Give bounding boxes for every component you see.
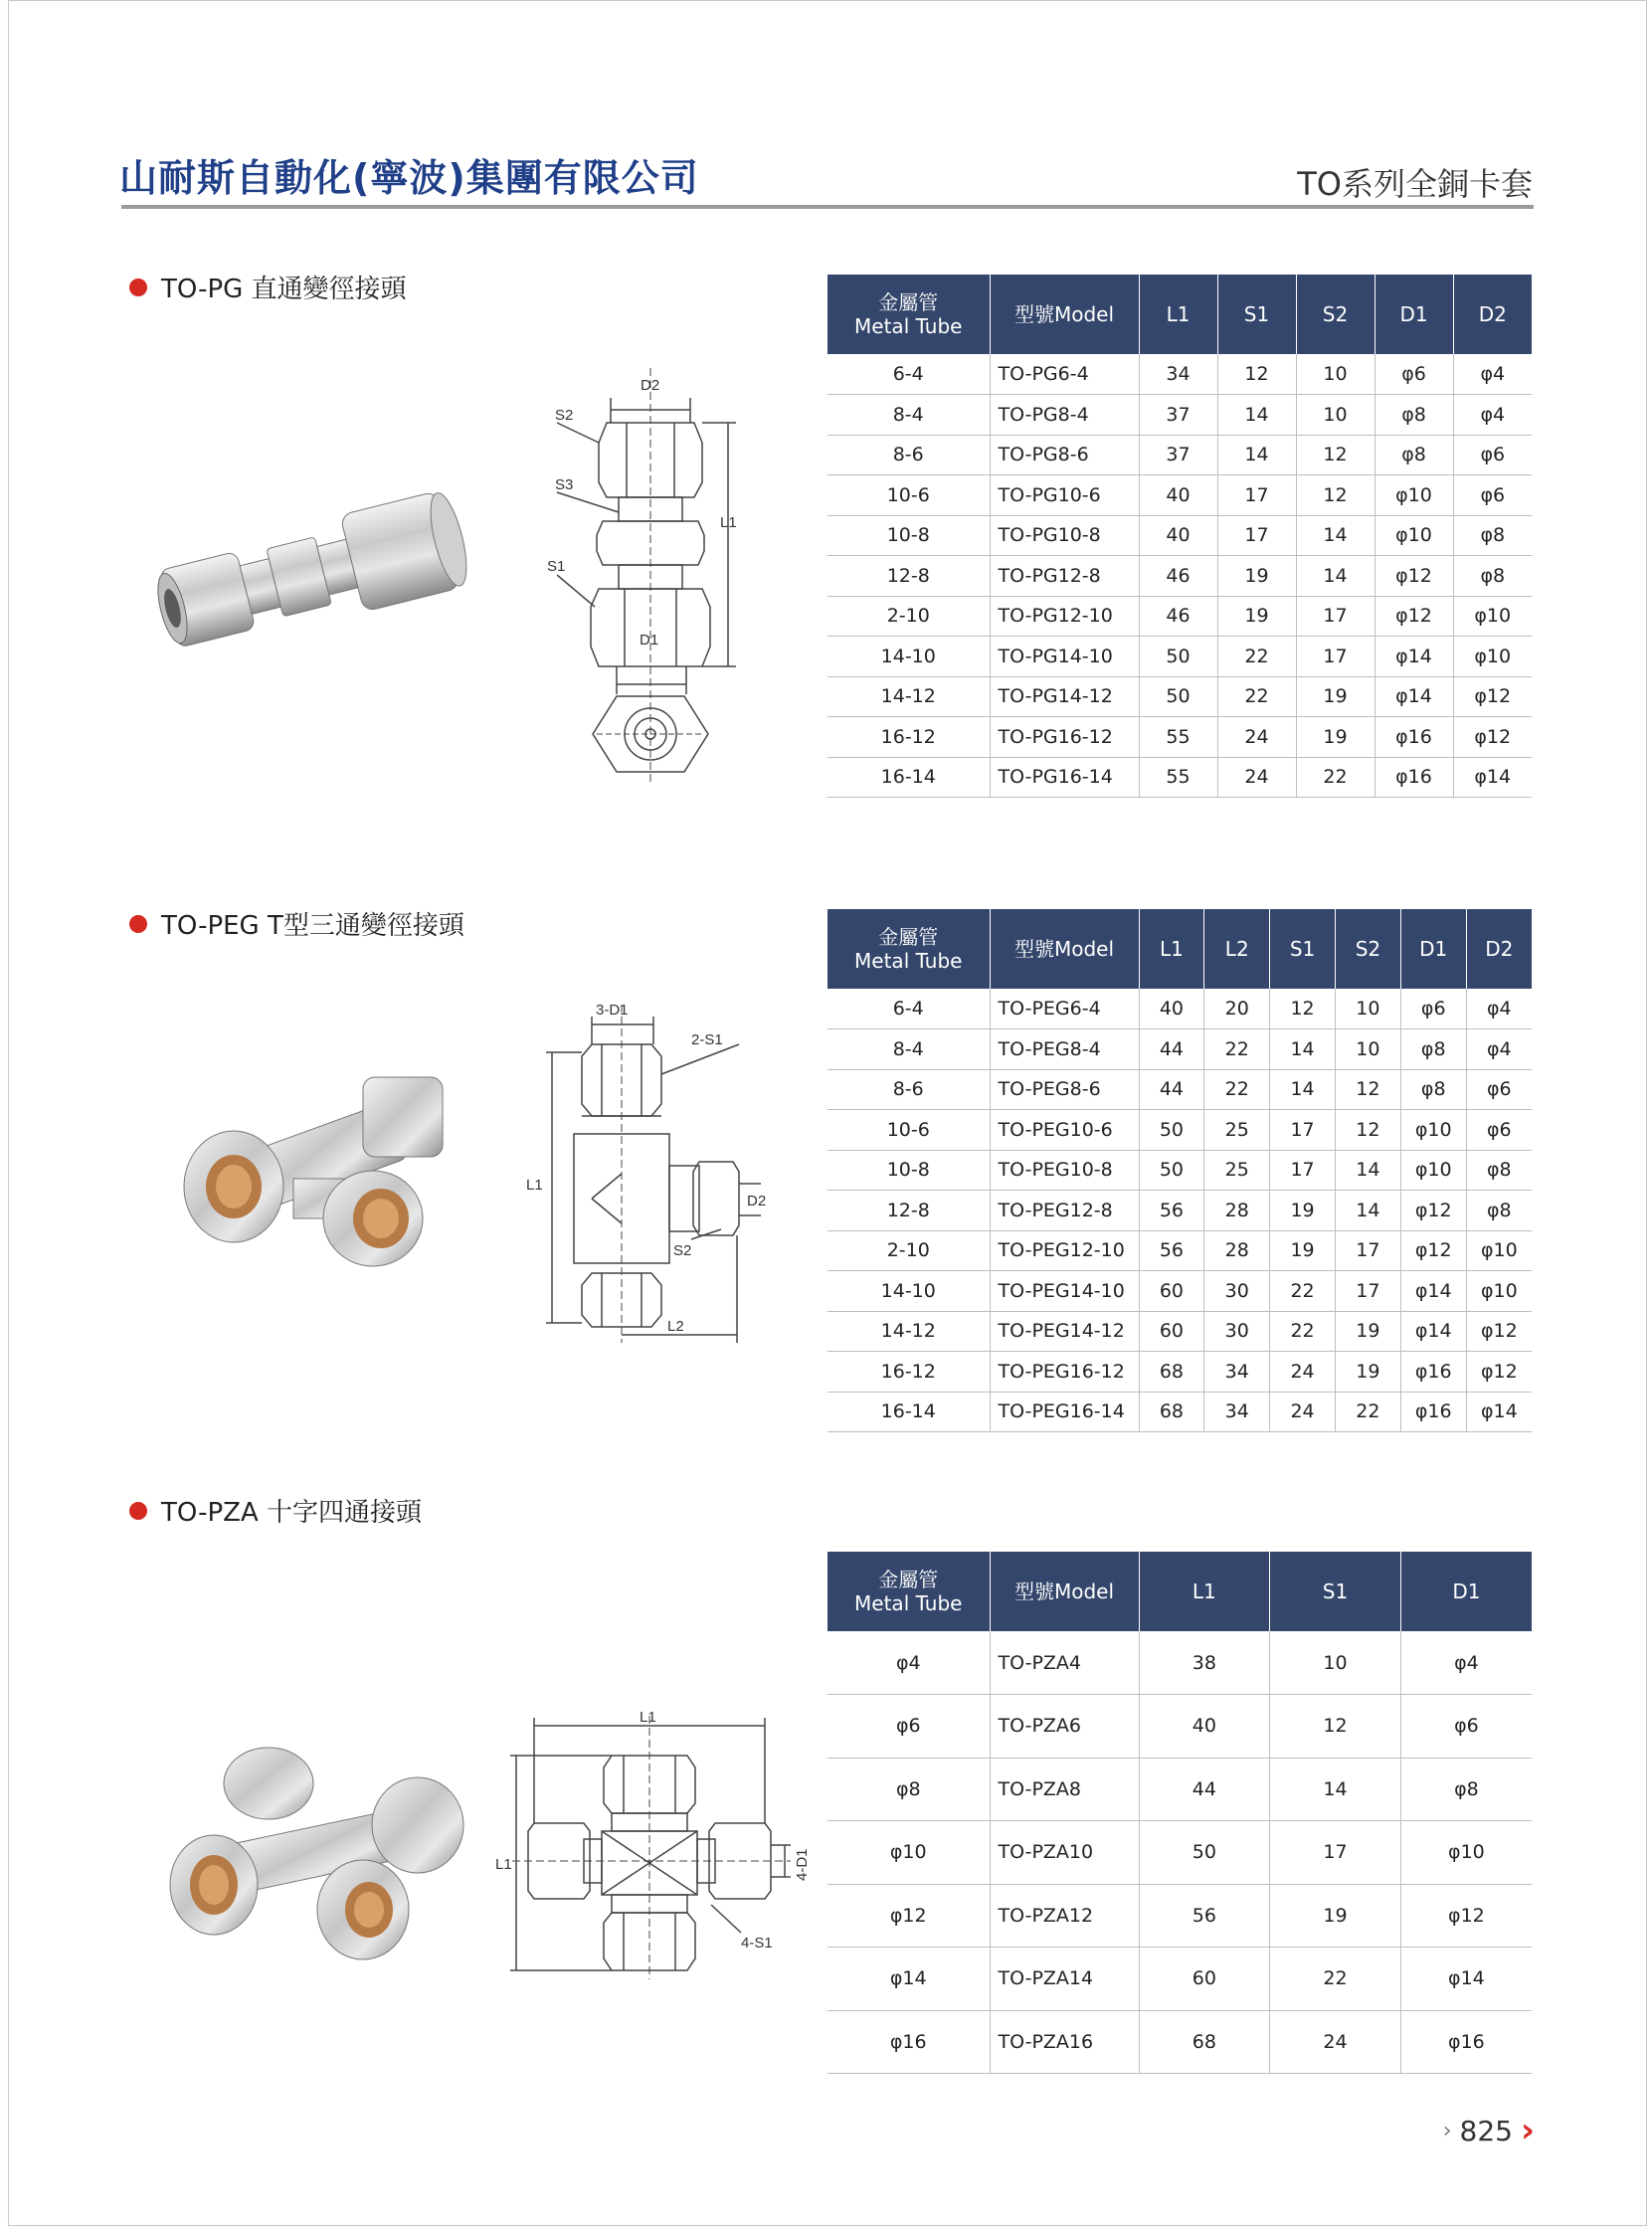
table-header: [827, 275, 1532, 354]
section-title-text: TO-PZA 十字四通接頭: [161, 1498, 422, 1528]
table-cell: 40: [1139, 1695, 1270, 1759]
table-cell: 55: [1139, 757, 1217, 798]
table-cell: 17: [1270, 1150, 1336, 1191]
table-cell: 50: [1139, 637, 1217, 677]
label-s2: S2: [673, 1242, 692, 1259]
table-cell: φ14: [1466, 1392, 1532, 1432]
table-row: [827, 1821, 1532, 1885]
label-l2: L2: [667, 1318, 684, 1335]
table-cell: TO-PG12-8: [990, 556, 1139, 597]
table-row: [827, 1392, 1532, 1432]
table-cell: φ6: [1400, 989, 1466, 1029]
table-row: [827, 989, 1532, 1029]
table-cell: 12: [1270, 989, 1336, 1029]
table-cell: 60: [1139, 1311, 1204, 1352]
table-cell: 60: [1139, 1948, 1270, 2011]
table-cell: 14: [1296, 556, 1375, 597]
table-cell: φ6: [1453, 435, 1532, 475]
section-title-pg: [129, 269, 407, 305]
table-cell: TO-PG16-12: [990, 717, 1139, 758]
table-cell: φ6: [1466, 1069, 1532, 1110]
table-cell: 10-6: [827, 475, 990, 516]
table-cell: 17: [1217, 515, 1296, 556]
table-cell: φ6: [1400, 1695, 1532, 1759]
table-cell: φ10: [1400, 1150, 1466, 1191]
table-cell: 16-14: [827, 1392, 990, 1432]
peg-fitting-photo: [174, 1069, 462, 1268]
table-cell: φ14: [1375, 637, 1453, 677]
table-cell: 22: [1270, 1311, 1336, 1352]
bullet-dot-icon: [129, 1502, 147, 1520]
table-cell: 6-4: [827, 989, 990, 1029]
table-cell: 17: [1335, 1271, 1400, 1312]
table-cell: 44: [1139, 1069, 1204, 1110]
table-cell: TO-PZA10: [990, 1821, 1139, 1885]
table-cell: 40: [1139, 989, 1204, 1029]
label-s2: S2: [555, 407, 574, 424]
table-cell: TO-PEG12-10: [990, 1230, 1139, 1271]
table-cell: φ16: [1400, 2010, 1532, 2074]
label-s1: S1: [547, 558, 566, 575]
table-cell: φ8: [1466, 1191, 1532, 1231]
table-row: [827, 1948, 1532, 2011]
table-cell: φ16: [1400, 1352, 1466, 1393]
table-cell: 10: [1296, 395, 1375, 436]
table-cell: φ12: [1400, 1191, 1466, 1231]
table-cell: 37: [1139, 395, 1217, 436]
table-cell: 25: [1204, 1150, 1270, 1191]
table-cell: TO-PEG14-10: [990, 1271, 1139, 1312]
table-row: [827, 475, 1532, 516]
table-row: [827, 757, 1532, 798]
table-cell: 46: [1139, 596, 1217, 637]
table-cell: TO-PZA8: [990, 1758, 1139, 1821]
table-cell: 14: [1217, 435, 1296, 475]
pza-spec-table: [827, 1552, 1532, 2074]
table-cell: φ8: [1400, 1029, 1466, 1070]
table-cell: 56: [1139, 1884, 1270, 1948]
table-cell: TO-PZA4: [990, 1631, 1139, 1695]
table-cell: 8-4: [827, 395, 990, 436]
table-cell: TO-PEG12-8: [990, 1191, 1139, 1231]
label-d2: D2: [747, 1193, 767, 1209]
header-row: [827, 275, 1532, 354]
table-cell: 44: [1139, 1029, 1204, 1070]
table-cell: TO-PG10-6: [990, 475, 1139, 516]
table-cell: 16-14: [827, 757, 990, 798]
table-cell: 28: [1204, 1230, 1270, 1271]
column-header: S2: [1335, 909, 1400, 989]
table-cell: φ12: [1466, 1311, 1532, 1352]
table-row: [827, 395, 1532, 436]
table-cell: 22: [1270, 1948, 1401, 2011]
table-cell: 17: [1296, 596, 1375, 637]
column-header: L1: [1139, 275, 1217, 354]
column-header: 金屬管 Metal Tube: [827, 909, 990, 989]
table-cell: TO-PEG10-6: [990, 1110, 1139, 1151]
table-cell: φ12: [1453, 676, 1532, 717]
table-cell: 24: [1270, 1392, 1336, 1432]
table-cell: φ8: [1375, 435, 1453, 475]
table-cell: 14-10: [827, 1271, 990, 1312]
column-header: D1: [1400, 909, 1466, 989]
table-cell: 12-8: [827, 556, 990, 597]
table-header: [827, 1552, 1532, 1631]
table-cell: φ8: [1453, 556, 1532, 597]
table-cell: 40: [1139, 475, 1217, 516]
table-cell: 40: [1139, 515, 1217, 556]
table-cell: 10: [1335, 1029, 1400, 1070]
header-row: [827, 909, 1532, 989]
table-cell: 22: [1217, 676, 1296, 717]
table-cell: 50: [1139, 1150, 1204, 1191]
table-cell: φ8: [827, 1758, 990, 1821]
table-cell: φ12: [827, 1884, 990, 1948]
table-cell: 14-10: [827, 637, 990, 677]
table-cell: 24: [1217, 717, 1296, 758]
label-l1: L1: [720, 514, 737, 531]
column-header: D1: [1375, 275, 1453, 354]
table-cell: TO-PG8-4: [990, 395, 1139, 436]
column-header: 型號Model: [990, 909, 1139, 989]
table-cell: φ12: [1375, 556, 1453, 597]
table-cell: 56: [1139, 1230, 1204, 1271]
column-header: 金屬管 Metal Tube: [827, 275, 990, 354]
label-2-s1: 2-S1: [691, 1031, 723, 1048]
table-row: [827, 1230, 1532, 1271]
table-cell: φ4: [1466, 989, 1532, 1029]
table-cell: 38: [1139, 1631, 1270, 1695]
table-cell: 12: [1270, 1695, 1401, 1759]
table-cell: 30: [1204, 1311, 1270, 1352]
table-cell: 20: [1204, 989, 1270, 1029]
table-cell: φ16: [827, 2010, 990, 2074]
column-header: D2: [1466, 909, 1532, 989]
table-cell: 10: [1335, 989, 1400, 1029]
table-cell: 34: [1204, 1352, 1270, 1393]
table-cell: 10: [1270, 1631, 1401, 1695]
peg-spec-table: [827, 909, 1532, 1432]
section-title-text: TO-PEG T型三通變徑接頭: [161, 911, 464, 941]
table-row: [827, 1758, 1532, 1821]
table-cell: φ12: [1375, 596, 1453, 637]
table-cell: φ8: [1375, 395, 1453, 436]
column-header: D2: [1453, 275, 1532, 354]
table-row: [827, 354, 1532, 395]
table-cell: φ14: [1453, 757, 1532, 798]
table-cell: φ4: [827, 1631, 990, 1695]
table-row: [827, 1311, 1532, 1352]
table-row: [827, 1695, 1532, 1759]
table-cell: TO-PEG6-4: [990, 989, 1139, 1029]
section-title-pza: [129, 1492, 422, 1529]
table-cell: 22: [1204, 1069, 1270, 1110]
table-cell: φ16: [1400, 1392, 1466, 1432]
table-cell: 19: [1335, 1311, 1400, 1352]
table-cell: φ10: [1453, 637, 1532, 677]
label-d1: D1: [640, 632, 659, 649]
table-cell: 34: [1139, 354, 1217, 395]
series-title: TO系列全銅卡套: [1297, 165, 1533, 203]
bullet-dot-icon: [129, 279, 147, 296]
table-row: [827, 1110, 1532, 1151]
table-cell: φ16: [1375, 757, 1453, 798]
column-header: 金屬管 Metal Tube: [827, 1552, 990, 1631]
table-cell: φ4: [1400, 1631, 1532, 1695]
table-cell: 19: [1270, 1230, 1336, 1271]
header-row: [827, 1552, 1532, 1631]
table-cell: TO-PEG10-8: [990, 1150, 1139, 1191]
table-cell: φ8: [1400, 1758, 1532, 1821]
table-cell: φ14: [1400, 1271, 1466, 1312]
table-cell: 8-6: [827, 435, 990, 475]
table-cell: 19: [1270, 1884, 1401, 1948]
table-cell: 2-10: [827, 1230, 990, 1271]
table-cell: 17: [1296, 637, 1375, 677]
section-title-text: TO-PG 直通變徑接頭: [161, 275, 407, 304]
table-cell: 17: [1270, 1110, 1336, 1151]
table-cell: 37: [1139, 435, 1217, 475]
table-cell: 10-8: [827, 1150, 990, 1191]
table-row: [827, 676, 1532, 717]
table-cell: φ10: [1453, 596, 1532, 637]
table-cell: 8-6: [827, 1069, 990, 1110]
table-cell: 28: [1204, 1191, 1270, 1231]
table-cell: φ4: [1453, 354, 1532, 395]
table-cell: φ12: [1466, 1352, 1532, 1393]
column-header: S1: [1270, 909, 1336, 989]
table-cell: φ10: [1400, 1110, 1466, 1151]
table-cell: 12: [1335, 1069, 1400, 1110]
table-cell: 12: [1296, 475, 1375, 516]
table-cell: TO-PG8-6: [990, 435, 1139, 475]
table-cell: 14: [1335, 1191, 1400, 1231]
table-cell: 12: [1296, 435, 1375, 475]
table-cell: 16-12: [827, 717, 990, 758]
label-4-s1: 4-S1: [741, 1935, 773, 1952]
table-body: [827, 354, 1532, 798]
table-cell: TO-PG10-8: [990, 515, 1139, 556]
table-cell: 68: [1139, 2010, 1270, 2074]
table-cell: TO-PEG8-4: [990, 1029, 1139, 1070]
table-cell: 19: [1270, 1191, 1336, 1231]
table-row: [827, 637, 1532, 677]
table-cell: 14: [1270, 1029, 1336, 1070]
table-cell: 24: [1270, 1352, 1336, 1393]
table-cell: 22: [1335, 1392, 1400, 1432]
chevron-right-red-icon: ›: [1520, 2111, 1535, 2150]
header-rule: [121, 205, 1534, 209]
table-cell: 22: [1296, 757, 1375, 798]
table-cell: 56: [1139, 1191, 1204, 1231]
pg-technical-drawing: [537, 368, 756, 786]
page-number-text: 825: [1459, 2114, 1513, 2147]
table-row: [827, 1029, 1532, 1070]
table-cell: φ10: [827, 1821, 990, 1885]
table-cell: TO-PG14-10: [990, 637, 1139, 677]
table-cell: 10-6: [827, 1110, 990, 1151]
column-header: L2: [1204, 909, 1270, 989]
table-cell: φ4: [1453, 395, 1532, 436]
table-cell: φ8: [1466, 1150, 1532, 1191]
table-cell: φ14: [1375, 676, 1453, 717]
label-3-d1: 3-D1: [596, 1002, 629, 1019]
table-cell: 2-10: [827, 596, 990, 637]
pza-fitting-photo: [164, 1746, 472, 1964]
table-row: [827, 1884, 1532, 1948]
table-cell: 55: [1139, 717, 1217, 758]
table-cell: φ10: [1466, 1230, 1532, 1271]
table-cell: 68: [1139, 1352, 1204, 1393]
table-cell: 10: [1296, 354, 1375, 395]
table-cell: TO-PEG16-14: [990, 1392, 1139, 1432]
table-cell: TO-PZA14: [990, 1948, 1139, 2011]
table-cell: 16-12: [827, 1352, 990, 1393]
table-cell: TO-PZA16: [990, 2010, 1139, 2074]
table-row: [827, 515, 1532, 556]
table-cell: 44: [1139, 1758, 1270, 1821]
table-cell: TO-PEG16-12: [990, 1352, 1139, 1393]
column-header: 型號Model: [990, 275, 1139, 354]
pza-technical-drawing: [492, 1706, 811, 1984]
column-header: 型號Model: [990, 1552, 1139, 1631]
table-cell: φ6: [1375, 354, 1453, 395]
column-header: S1: [1270, 1552, 1401, 1631]
table-cell: 68: [1139, 1392, 1204, 1432]
peg-technical-drawing: [522, 995, 791, 1353]
table-cell: 8-4: [827, 1029, 990, 1070]
table-header: [827, 909, 1532, 989]
label-l1-left: L1: [495, 1856, 512, 1873]
table-cell: φ4: [1466, 1029, 1532, 1070]
table-cell: 50: [1139, 1821, 1270, 1885]
table-cell: 14: [1296, 515, 1375, 556]
table-cell: 17: [1270, 1821, 1401, 1885]
table-cell: φ10: [1375, 515, 1453, 556]
table-cell: 24: [1217, 757, 1296, 798]
column-header: S1: [1217, 275, 1296, 354]
table-cell: TO-PZA12: [990, 1884, 1139, 1948]
label-d2: D2: [641, 377, 660, 394]
table-cell: 46: [1139, 556, 1217, 597]
table-cell: φ12: [1400, 1884, 1532, 1948]
table-cell: 19: [1217, 596, 1296, 637]
column-header: S2: [1296, 275, 1375, 354]
table-row: [827, 1069, 1532, 1110]
table-cell: 17: [1217, 475, 1296, 516]
table-cell: 34: [1204, 1392, 1270, 1432]
table-body: [827, 989, 1532, 1432]
table-row: [827, 1631, 1532, 1695]
table-cell: φ6: [1466, 1110, 1532, 1151]
table-cell: TO-PG12-10: [990, 596, 1139, 637]
table-cell: 19: [1335, 1352, 1400, 1393]
table-row: [827, 435, 1532, 475]
page-number: [1443, 2111, 1535, 2150]
table-body: [827, 1631, 1532, 2074]
table-cell: TO-PG16-14: [990, 757, 1139, 798]
table-cell: TO-PZA6: [990, 1695, 1139, 1759]
table-cell: φ6: [1453, 475, 1532, 516]
table-cell: φ8: [1400, 1069, 1466, 1110]
table-cell: 25: [1204, 1110, 1270, 1151]
pg-fitting-photo: [154, 487, 482, 656]
table-row: [827, 1191, 1532, 1231]
table-cell: 14: [1270, 1758, 1401, 1821]
table-cell: 22: [1270, 1271, 1336, 1312]
table-cell: 17: [1335, 1230, 1400, 1271]
section-title-peg: [129, 905, 464, 942]
table-cell: 14: [1335, 1150, 1400, 1191]
column-header: D1: [1400, 1552, 1532, 1631]
chevron-right-small-icon: ›: [1442, 2118, 1452, 2143]
table-cell: 19: [1296, 717, 1375, 758]
table-cell: 30: [1204, 1271, 1270, 1312]
table-cell: 60: [1139, 1271, 1204, 1312]
table-cell: φ14: [1400, 1311, 1466, 1352]
table-cell: 14: [1217, 395, 1296, 436]
table-cell: 14-12: [827, 1311, 990, 1352]
table-row: [827, 717, 1532, 758]
table-row: [827, 1150, 1532, 1191]
table-cell: 24: [1270, 2010, 1401, 2074]
table-cell: φ14: [1400, 1948, 1532, 2011]
table-cell: TO-PG14-12: [990, 676, 1139, 717]
table-cell: 22: [1217, 637, 1296, 677]
table-row: [827, 596, 1532, 637]
table-row: [827, 556, 1532, 597]
pg-spec-table: [827, 275, 1532, 798]
table-cell: φ16: [1375, 717, 1453, 758]
label-l1-top: L1: [640, 1709, 656, 1726]
table-cell: 14-12: [827, 676, 990, 717]
table-cell: 50: [1139, 1110, 1204, 1151]
table-cell: 12: [1335, 1110, 1400, 1151]
table-cell: TO-PEG8-6: [990, 1069, 1139, 1110]
column-header: L1: [1139, 909, 1204, 989]
table-cell: φ6: [827, 1695, 990, 1759]
table-cell: 50: [1139, 676, 1217, 717]
table-cell: φ10: [1375, 475, 1453, 516]
column-header: L1: [1139, 1552, 1270, 1631]
table-cell: φ8: [1453, 515, 1532, 556]
bullet-dot-icon: [129, 915, 147, 933]
table-cell: 10-8: [827, 515, 990, 556]
table-cell: 19: [1217, 556, 1296, 597]
table-row: [827, 2010, 1532, 2074]
table-cell: 6-4: [827, 354, 990, 395]
table-cell: φ10: [1400, 1821, 1532, 1885]
table-row: [827, 1352, 1532, 1393]
label-4-d1: 4-D1: [794, 1848, 811, 1881]
table-cell: 14: [1270, 1069, 1336, 1110]
table-cell: φ12: [1400, 1230, 1466, 1271]
table-cell: 22: [1204, 1029, 1270, 1070]
table-cell: 12: [1217, 354, 1296, 395]
table-cell: 12-8: [827, 1191, 990, 1231]
table-cell: φ14: [827, 1948, 990, 2011]
table-cell: TO-PG6-4: [990, 354, 1139, 395]
label-s3: S3: [555, 476, 574, 493]
table-cell: 19: [1296, 676, 1375, 717]
table-cell: TO-PEG14-12: [990, 1311, 1139, 1352]
company-name: 山耐斯自動化(寧波)集團有限公司: [119, 156, 699, 200]
table-row: [827, 1271, 1532, 1312]
label-l1: L1: [526, 1177, 543, 1194]
table-cell: φ12: [1453, 717, 1532, 758]
table-cell: φ10: [1466, 1271, 1532, 1312]
